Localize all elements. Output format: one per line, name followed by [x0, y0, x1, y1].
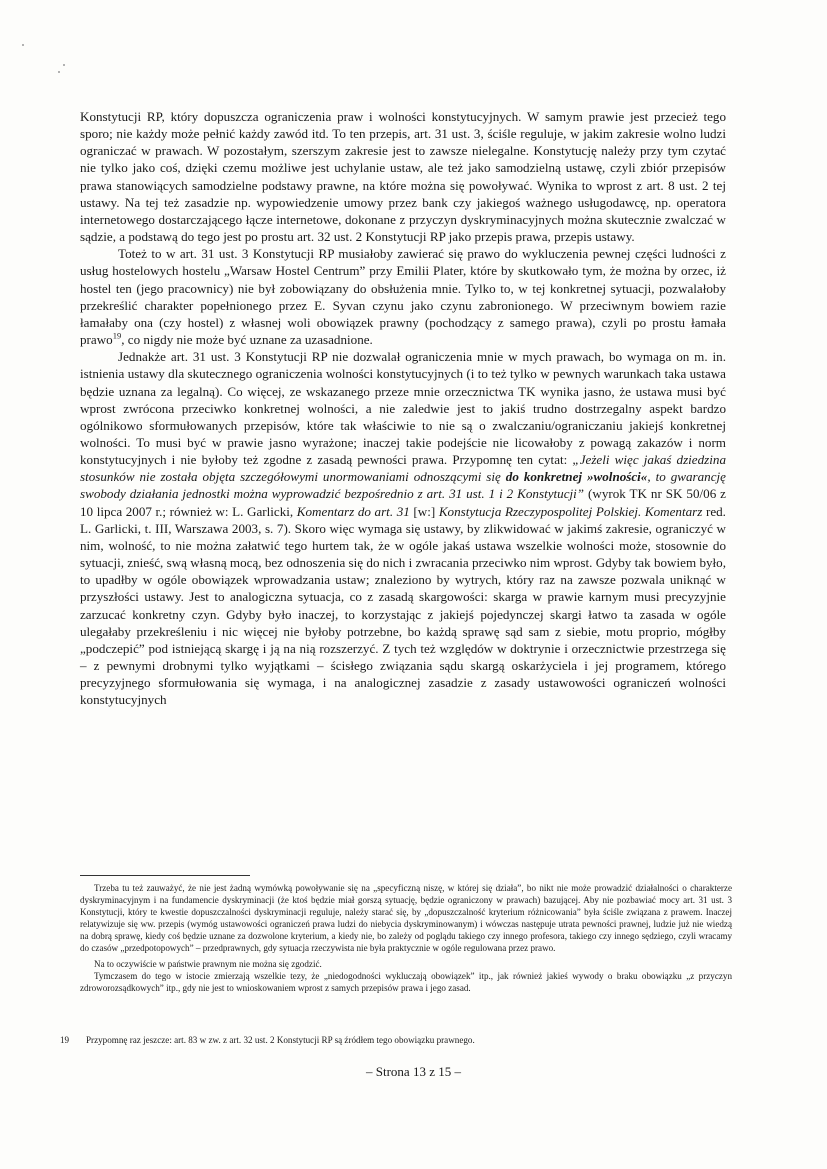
tk-quote-part-2: , to gwarancję swobody działania jednostki można wyprowadzić bezpośrednio z art. 31 ust. 1 i 2 Konstytucji”	[80, 469, 726, 502]
scan-speck	[63, 64, 65, 66]
paragraph-3-part-d: red. L. Garlicki, t. III, Warszawa 2003, s. 7). Skoro więc wymaga się ustawy, by zlikwidować w jakimś zakresie, ograniczyć w nim, wolność, to nie można załatwić tego hurtem tak, że w ogóle jakaś ustawa wszelkie wolności może, stosownie do sytuacji, znieść, swą własną mocą, bez odnoszenia się do nich i zwracania przeciwko nim wprost. Gdyby tak bowiem było, to upadłby w ogóle obowiązek wprowadzania ustaw; znaleziono by wytrych, który raz na zawsze pozwala uniknąć w przyszłości ustawy. Jest to analogiczna sytuacja, co z zasadą skargowości: skarga w prawie karnym musi precyzyjnie zarzucać konkretny czyn. Gdyby było inaczej, to korzystając z jakiejś pojedynczej skargi łatwo ta zasada w ogóle ulegałaby przekreśleniu i nic więcej nie byłoby potrzebne, bo każdą sprawę sąd sam z siebie, motu proprio, mógłby „podczepić” pod istniejącą skargę i ją na nią rozszerzyć. Z tych też względów w doktrynie i orzecznictwie przestrzega się – z pewnymi drobnymi tylko wyjątkami – ścisłego związania sądu skargą oskarżyciela i jej programem, którego precyzyjnego sformułowania się wymaga, i na analogicznej zasadzie z zasady ustawowości ograniczeń wolności konstytucyjnych	[80, 503, 726, 708]
footnotes-block	[80, 882, 732, 994]
paragraph-3	[80, 348, 726, 708]
tk-quote-bold: do konkretnej »wolności«	[505, 469, 648, 485]
scan-speck	[22, 44, 24, 46]
footnote-19-number: 19	[60, 1035, 70, 1045]
page-number: – Strona 13 z 15 –	[366, 1064, 461, 1079]
footnote-separator	[80, 875, 250, 876]
footnote-paragraph: Na to oczywiście w państwie prawnym nie można się zgodzić.	[94, 958, 322, 969]
citation-book-title: Konstytucja Rzeczypospolitej Polskiej. Komentarz	[438, 503, 703, 519]
tk-quote-part-1: „Jeżeli więc jakaś dziedzina stosunków nie została objęta szczegółowymi unormowaniami odnoszącymi się	[80, 452, 726, 485]
main-body-text	[80, 108, 726, 708]
paragraph-3-part-c: [w:]	[409, 503, 439, 519]
paragraph-3-part-a: Jednakże art. 31 ust. 3 Konstytucji RP nie dozwalał ograniczenia mnie w mych prawach, bo wymaga on m. in. istnienia ustawy dla skutecznego ograniczenia wolności konstytucyjnych (i to też tylko w pewnych warunkach taka ustawa będzie uznana za legalną). Co więcej, ze wskazanego przeze mnie orzecznictwa TK wynika jasno, że ustawa musi być wprost zwrócona przeciwko konkretnej wolności, a nie zaledwie jest to jakiś trudno dostrzegalny aspekt bardzo ogólnikowo sformułowanych przepisów, które tak właściwie to nie są o zwalczaniu/ograniczaniu jakiejś konkretnej wolności. To musi być w prawie jasno wyrażone; inaczej takie podejście nie licowałoby z powagą zakazów i norm konstytucyjnych i nie byłoby też zgodne z zasadą pewności prawa. Przypomnę ten cytat:	[80, 349, 726, 468]
paragraph-2-text: Toteż to w art. 31 ust. 3 Konstytucji RP musiałoby zawierać się prawo do wykluczenia pewnej części ludności z usług hostelowych hostelu „Warsaw Hostel Centrum” przy Emilii Plater, które by skutkowało tym, że można by orzec, iż hostel ten (jego pracownicy) nie był zobowiązany do obsłużenia mnie. Tylko to, w tej konkretnej sytuacji, pozwalałoby przekreślić charakter popełnionego przez E. Syvan czynu jako czynu zabronionego. W przeciwnym bowiem razie łamałaby ona (czy hostel) z własnej woli obowiązek prawny (pochodzący z samego prawa), czyli po prostu łamała prawo	[80, 246, 726, 348]
paragraph-1: Konstytucji RP, który dopuszcza ograniczenia praw i wolności konstytucyjnych. W samym prawie jest przecież tego sporo; nie każdy może pełnić każdy zawód itd. To ten przepis, art. 31 ust. 3, ściśle reguluje, w jakim zakresie wolno ludzi ograniczać w prawach. W pozostałym, szerszym zakresie jest to zawsze nielegalne. Konstytucję należy przy tym czytać nie tylko jako coś, dzięki czemu możliwe jest uchylanie ustaw, ale też jako samodzielną ustawę, czyli zbiór przepisów prawa stanowiących samodzielne podstawy prawne, na które można się powoływać. Wynika to wprost z art. 8 ust. 2 tej ustawy. Na tej też zasadzie np. wypowiedzenie umowy przez bank czy jakiegoś ważnego usługodawcę, np. operatora internetowego dostarczającego łącze internetowe, dokonane z przyczyn dyskryminacyjnych można skutecznie zwalczać w sądzie, a podstawą do tego jest po prostu art. 32 ust. 2 Konstytucji RP jako przepis prawa, przepis ustawy.	[80, 109, 726, 245]
footnote-19	[60, 1034, 730, 1046]
paragraph-2-tail: , co nigdy nie może być uznane za uzasadnione.	[121, 332, 373, 348]
footnote-paragraph: Trzeba tu też zauważyć, że nie jest żadną wymówką powoływanie się na „specyficzną niszę, w której się działa”, bo nikt nie może prowadzić działalności o charakterze dyskryminacyjnym i na fundamencie dyskryminacji (że ktoś będzie miał gorszą sytuację, będzie ograniczony w prawach) bazującej. Aby nie pozbawiać mocy art. 31 ust. 3 Konstytucji, który te kwestie dopuszczalności dyskryminacji reguluje, należy starać się, by „dopuszczalność kryterium różnicowania” była ściśle związana z prawem. Inaczej relatywizuje się ww. przepis (wymóg ustawowości ograniczeń prawa ludzi do niebycia dyskryminowanym) i wówczas następuje utrata pewności prawnej, ludzie już nie wiedzą na dobrą sprawę, kiedy coś będzie uznane za dozwolone kryterium, a kiedy nie, bo zależy od poglądu takiego czy innego profesora, takiego czy innego sędziego, czyli wracamy do czasów „przedpotopowych” – przedprawnych, gdy sytuacja rzeczywista nie była praktycznie w ogóle regulowana przez prawo.	[80, 883, 732, 954]
footnote-ref-19[interactable]: 19	[112, 330, 122, 341]
paragraph-3-part-b: (wyrok TK nr SK 50/06 z 10 lipca 2007 r.; również w: L. Garlicki,	[80, 486, 726, 519]
citation-commentary-title: Komentarz do art. 31	[296, 503, 410, 519]
paragraph-2	[80, 245, 726, 348]
scan-speck	[58, 71, 60, 73]
footnote-paragraph: Tymczasem do tego w istocie zmierzają wszelkie tezy, że „niedogodności wykluczają obowiązek” itp., jak również jakieś wywody o braku obowiązku „z przyczyn zdroworozsądkowych” itp., gdy nie jest to wnioskowaniem wprost z samych przepisów prawa i jego zasad.	[80, 970, 732, 993]
footnote-19-text: Przypomnę raz jeszcze: art. 83 w zw. z art. 32 ust. 2 Konstytucji RP są źródłem tego obowiązku prawnego.	[86, 1035, 475, 1045]
